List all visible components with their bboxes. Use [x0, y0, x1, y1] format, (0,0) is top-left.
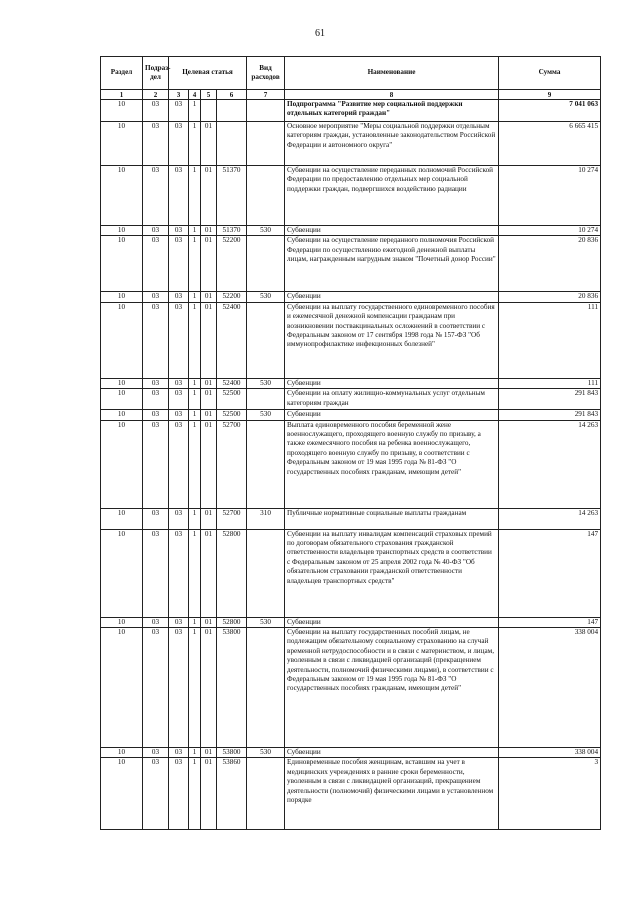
row-target-2: 1 [189, 420, 201, 508]
page-number: 61 [315, 28, 325, 39]
row-name: Субвенции [285, 378, 499, 388]
row-target-2: 1 [189, 628, 201, 748]
column-number: 9 [499, 90, 601, 100]
row-sum: 291 843 [499, 410, 601, 420]
table-row [101, 236, 601, 292]
row-target-1: 03 [169, 389, 189, 410]
row-name: Субвенции на оплату жилищно-коммунальных услуг отдельным категориям граждан [285, 389, 499, 410]
row-target-1: 03 [169, 628, 189, 748]
row-target-3: 01 [201, 378, 217, 388]
row-name: Субвенции [285, 226, 499, 236]
row-sum: 20 836 [499, 236, 601, 292]
row-target-3: 01 [201, 166, 217, 226]
header-name: Наименование [285, 57, 499, 90]
row-name: Субвенции на выплату инвалидам компенсаций страховых премий по договорам обязательного страхования гражданской ответственности владельцев транспортных средств в соответствии с Федеральным законом от 25 апреля 2002 года № 40-ФЗ "Об обязательном страховании гражданской ответственности владельцев транспортных средств" [285, 529, 499, 617]
row-expense-type [247, 529, 285, 617]
row-podrazdel: 03 [143, 748, 169, 758]
row-target-2: 1 [189, 226, 201, 236]
row-razdel: 10 [101, 236, 143, 292]
row-target-2: 1 [189, 378, 201, 388]
row-target-1: 03 [169, 166, 189, 226]
row-target-1: 03 [169, 617, 189, 627]
row-target-4: 52200 [217, 292, 247, 302]
header-target-article: Целевая статья [169, 57, 247, 90]
row-sum: 3 [499, 758, 601, 830]
row-name: Выплата единовременного пособия беременной жене военнослужащего, проходящего военную службу по призыву, а также ежемесячного пособия на ребенка военнослужащего, проходящего военную службу по призыву, в соответствии с Федеральным законом от 19 мая 1995 года № 81-ФЗ "О государственных пособиях гражданам, имеющим детей" [285, 420, 499, 508]
row-podrazdel: 03 [143, 617, 169, 627]
row-target-1: 03 [169, 410, 189, 420]
row-sum: 6 665 415 [499, 122, 601, 166]
row-target-4 [217, 122, 247, 166]
row-target-3: 01 [201, 617, 217, 627]
table-row [101, 628, 601, 748]
row-name: Субвенции на выплату государственного единовременного пособия и ежемесячной денежной компенсации гражданам при возникновении поствакцинальных осложнений в соответствии с Федеральным законом от 17 сентября 1998 года № 157-ФЗ "Об иммунопрофилактике инфекционных болезней" [285, 302, 499, 378]
row-expense-type [247, 122, 285, 166]
row-expense-type [247, 236, 285, 292]
row-target-2: 1 [189, 758, 201, 830]
row-target-4: 52700 [217, 420, 247, 508]
column-number: 3 [169, 90, 189, 100]
row-target-2: 1 [189, 529, 201, 617]
row-target-4: 53800 [217, 628, 247, 748]
row-target-4: 52800 [217, 529, 247, 617]
row-razdel: 10 [101, 389, 143, 410]
row-target-4: 53860 [217, 758, 247, 830]
row-target-2: 1 [189, 508, 201, 529]
row-podrazdel: 03 [143, 302, 169, 378]
table-row [101, 302, 601, 378]
row-razdel: 10 [101, 166, 143, 226]
row-sum: 14 263 [499, 420, 601, 508]
table-row [101, 508, 601, 529]
row-target-4 [217, 100, 247, 122]
row-target-3: 01 [201, 508, 217, 529]
row-razdel: 10 [101, 292, 143, 302]
row-sum: 20 836 [499, 292, 601, 302]
row-expense-type [247, 389, 285, 410]
row-target-4: 52400 [217, 378, 247, 388]
column-number: 4 [189, 90, 201, 100]
row-razdel: 10 [101, 410, 143, 420]
row-name: Подпрограмма "Развитие мер социальной поддержки отдельных категорий граждан" [285, 100, 499, 122]
row-target-3 [201, 100, 217, 122]
row-target-2: 1 [189, 389, 201, 410]
row-name: Субвенции на осуществление переданного полномочия Российской Федерации по осуществлению ежегодной денежной выплаты лицам, награжденным нагрудным знаком "Почетный донор России" [285, 236, 499, 292]
row-name: Субвенции [285, 617, 499, 627]
header-expense-type: Вид расходов [247, 57, 285, 90]
table-row [101, 529, 601, 617]
budget-table [100, 56, 601, 830]
column-number: 6 [217, 90, 247, 100]
row-podrazdel: 03 [143, 166, 169, 226]
row-expense-type: 310 [247, 508, 285, 529]
row-expense-type [247, 628, 285, 748]
row-podrazdel: 03 [143, 389, 169, 410]
row-target-3: 01 [201, 420, 217, 508]
row-target-2: 1 [189, 410, 201, 420]
row-sum: 111 [499, 378, 601, 388]
table-row [101, 389, 601, 410]
row-name: Субвенции [285, 410, 499, 420]
row-razdel: 10 [101, 226, 143, 236]
column-number: 7 [247, 90, 285, 100]
header-razdel: Раздел [101, 57, 143, 90]
row-target-2: 1 [189, 302, 201, 378]
row-podrazdel: 03 [143, 420, 169, 508]
table-row [101, 292, 601, 302]
table-row [101, 226, 601, 236]
row-target-3: 01 [201, 226, 217, 236]
row-expense-type: 530 [247, 378, 285, 388]
table-row [101, 378, 601, 388]
table-row [101, 617, 601, 627]
row-razdel: 10 [101, 758, 143, 830]
row-expense-type: 530 [247, 410, 285, 420]
row-sum: 10 274 [499, 166, 601, 226]
row-target-3: 01 [201, 122, 217, 166]
row-target-4: 52800 [217, 617, 247, 627]
row-razdel: 10 [101, 302, 143, 378]
row-target-4: 52400 [217, 302, 247, 378]
row-target-4: 52700 [217, 508, 247, 529]
row-razdel: 10 [101, 122, 143, 166]
row-target-4: 52500 [217, 389, 247, 410]
row-expense-type: 530 [247, 617, 285, 627]
row-sum: 338 004 [499, 748, 601, 758]
row-podrazdel: 03 [143, 508, 169, 529]
header-podrazdel: Подраз-дел [143, 57, 169, 90]
table-header-row [101, 57, 601, 90]
header-sum: Сумма [499, 57, 601, 90]
row-razdel: 10 [101, 628, 143, 748]
row-razdel: 10 [101, 617, 143, 627]
row-target-3: 01 [201, 628, 217, 748]
row-target-2: 1 [189, 617, 201, 627]
row-expense-type [247, 302, 285, 378]
table-row [101, 758, 601, 830]
column-number: 2 [143, 90, 169, 100]
row-target-2: 1 [189, 748, 201, 758]
row-sum: 14 263 [499, 508, 601, 529]
row-sum: 147 [499, 529, 601, 617]
row-expense-type: 530 [247, 748, 285, 758]
row-name: Основное мероприятие "Меры социальной поддержки отдельным категориям граждан, установленные законодательством Российской Федерации и автономного округа" [285, 122, 499, 166]
row-target-1: 03 [169, 758, 189, 830]
row-name: Субвенции [285, 748, 499, 758]
column-number: 5 [201, 90, 217, 100]
row-target-3: 01 [201, 292, 217, 302]
row-razdel: 10 [101, 529, 143, 617]
row-target-4: 53800 [217, 748, 247, 758]
row-podrazdel: 03 [143, 236, 169, 292]
row-sum: 111 [499, 302, 601, 378]
table-row [101, 410, 601, 420]
row-name: Субвенции [285, 292, 499, 302]
row-target-3: 01 [201, 302, 217, 378]
row-expense-type [247, 100, 285, 122]
row-target-2: 1 [189, 122, 201, 166]
row-target-3: 01 [201, 236, 217, 292]
row-sum: 338 004 [499, 628, 601, 748]
row-podrazdel: 03 [143, 378, 169, 388]
row-target-2: 1 [189, 166, 201, 226]
row-target-3: 01 [201, 529, 217, 617]
row-target-2: 1 [189, 292, 201, 302]
row-podrazdel: 03 [143, 529, 169, 617]
row-target-4: 51370 [217, 226, 247, 236]
row-target-3: 01 [201, 758, 217, 830]
row-target-1: 03 [169, 226, 189, 236]
row-target-1: 03 [169, 122, 189, 166]
row-sum: 147 [499, 617, 601, 627]
row-target-4: 52200 [217, 236, 247, 292]
row-target-1: 03 [169, 302, 189, 378]
row-sum: 291 843 [499, 389, 601, 410]
row-razdel: 10 [101, 508, 143, 529]
row-name: Субвенции на осуществление переданных полномочий Российской Федерации по предоставлению отдельных мер социальной поддержки граждан, подвергшихся воздействию радиации [285, 166, 499, 226]
row-expense-type: 530 [247, 292, 285, 302]
row-podrazdel: 03 [143, 758, 169, 830]
row-expense-type: 530 [247, 226, 285, 236]
row-target-1: 03 [169, 100, 189, 122]
row-target-1: 03 [169, 508, 189, 529]
row-name: Субвенции на выплату государственных пособий лицам, не подлежащим обязательному социальному страхованию на случай временной нетрудоспособности и в связи с материнством, и лицам, уволенным в связи с ликвидацией организаций (прекращением деятельности, полномочий физическими лицами), в соответствии с Федеральным законом от 19 мая 1995 года № 81-ФЗ "О государственных пособиях гражданам, имеющим детей" [285, 628, 499, 748]
row-target-1: 03 [169, 420, 189, 508]
row-expense-type [247, 166, 285, 226]
row-target-4: 51370 [217, 166, 247, 226]
row-name: Публичные нормативные социальные выплаты гражданам [285, 508, 499, 529]
row-target-1: 03 [169, 292, 189, 302]
row-razdel: 10 [101, 378, 143, 388]
row-target-2: 1 [189, 100, 201, 122]
row-podrazdel: 03 [143, 226, 169, 236]
row-podrazdel: 03 [143, 628, 169, 748]
column-number: 1 [101, 90, 143, 100]
table-body [101, 100, 601, 830]
row-target-3: 01 [201, 389, 217, 410]
row-razdel: 10 [101, 420, 143, 508]
row-target-1: 03 [169, 529, 189, 617]
row-podrazdel: 03 [143, 100, 169, 122]
row-sum: 7 041 063 [499, 100, 601, 122]
row-razdel: 10 [101, 748, 143, 758]
row-sum: 10 274 [499, 226, 601, 236]
row-razdel: 10 [101, 100, 143, 122]
row-target-3: 01 [201, 410, 217, 420]
row-target-1: 03 [169, 378, 189, 388]
row-podrazdel: 03 [143, 410, 169, 420]
row-expense-type [247, 758, 285, 830]
row-target-1: 03 [169, 236, 189, 292]
row-target-2: 1 [189, 236, 201, 292]
table-row [101, 420, 601, 508]
row-expense-type [247, 420, 285, 508]
column-number-row [101, 90, 601, 100]
table-row [101, 748, 601, 758]
row-name: Единовременные пособия женщинам, вставшим на учет в медицинских учреждениях в ранние сроки беременности, уволенным в связи с ликвидацией организаций, прекращением деятельности (полномочий) физическими лицами в установленном порядке [285, 758, 499, 830]
row-target-4: 52500 [217, 410, 247, 420]
row-target-3: 01 [201, 748, 217, 758]
table-row [101, 166, 601, 226]
row-target-1: 03 [169, 748, 189, 758]
row-podrazdel: 03 [143, 292, 169, 302]
table-row [101, 122, 601, 166]
column-number: 8 [285, 90, 499, 100]
row-podrazdel: 03 [143, 122, 169, 166]
table-row [101, 100, 601, 122]
